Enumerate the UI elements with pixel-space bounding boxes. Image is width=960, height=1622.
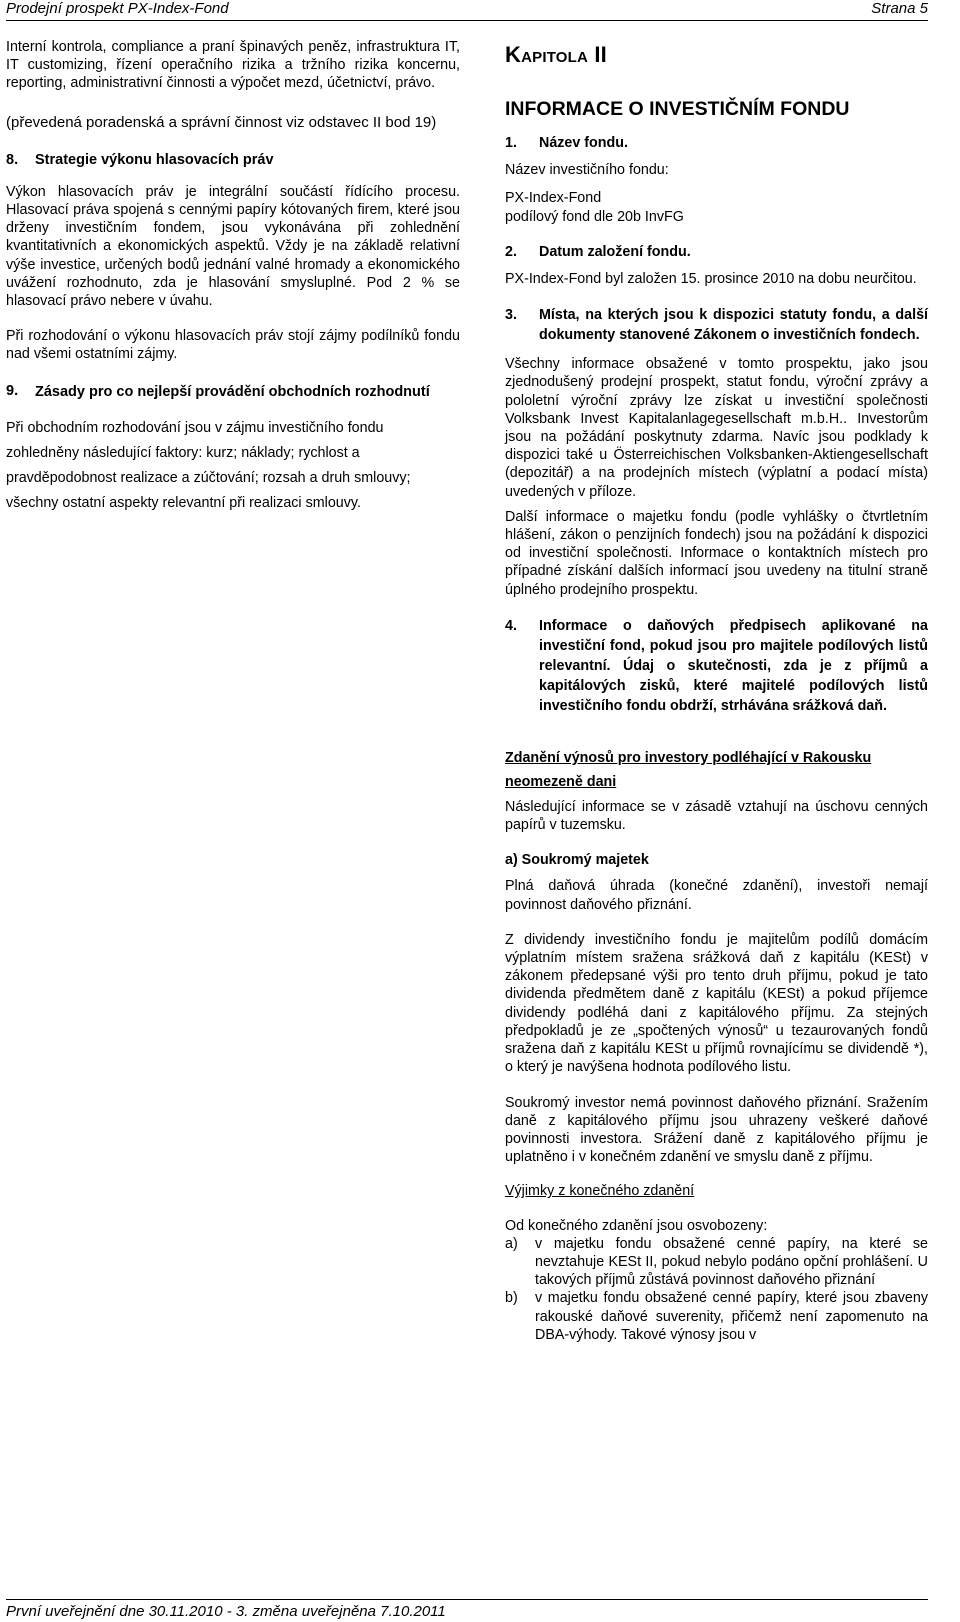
- founding-date-text: PX-Index-Fond byl založen 15. prosince 2010 na dobu neurčitou.: [505, 271, 917, 288]
- document-title: Prodejní prospekt PX-Index-Fond: [6, 0, 229, 17]
- footer-rule: [6, 1599, 928, 1600]
- fund-type: podílový fond dle 20b InvFG: [505, 208, 684, 225]
- exemptions-intro: Od konečného zdanění jsou osvobozeny:: [505, 1217, 768, 1234]
- exemption-item: a) v majetku fondu obsažené cenné papíry, na které se nevztahuje KESt II, pokud nebylo podáno opční prohlášení. U takových příjmů zůstává povinnost daňového přiznání: [505, 1235, 928, 1289]
- page-footer: První uveřejnění dne 30.11.2010 - 3. změna uveřejněna 7.10.2011: [6, 1603, 446, 1620]
- tax-intro: Následující informace se v zásadě vztahují na úschovu cenných papírů v tuzemsku.: [505, 798, 928, 834]
- private-assets-paragraph-2: Z dividendy investičního fondu je majitelům podílů domácím výplatním místem sražena srážková daň z kapitálu (KESt) v zákonem předepsané výši pro tento druh příjmu, pokud je tato dividenda předmětem daně z kapitálu (KESt) a pokud příjemce dividendy podléhá dani z kapitálového příjmu. Za stejných předpokladů je ze „spočtených výnosů“ u tezaurovaných fondů sražena daň z kapitálu KESt u příjmů rovnajícímu se dividendě *), o který je navýšena hodnota podílového listu.: [505, 931, 928, 1076]
- private-assets-heading: a) Soukromý majetek: [505, 852, 649, 869]
- section-9-paragraph: Při obchodním rozhodování jsou v zájmu investičního fondu zohledněny následující faktory: kurz; náklady; rychlost a pravděpodobnost realizace a zúčtování; rozsah a druh smlouvy; všechny ostatní aspekty relevantní při realizaci smlouvy.: [6, 419, 411, 511]
- right-column: [505, 38, 928, 1344]
- exemptions-heading: Výjimky z konečného zdanění: [505, 1183, 695, 1200]
- fund-name: PX-Index-Fond: [505, 190, 602, 207]
- page-number: Strana 5: [871, 0, 928, 17]
- section-3-paragraph-2: Další informace o majetku fondu (podle vyhlášky o čtvrtletním hlášení, zákon o penzijních fondech) jsou na požádání k dispozici od investiční společnosti. Informace o kontaktních místech pro případné získání dalších informací jsou uvedeny na titulní straně úplného prodejního prospektu.: [505, 508, 928, 598]
- fund-name-label: Název investičního fondu:: [505, 162, 669, 179]
- section-4-heading: 4. Informace o daňových předpisech aplikované na investiční fond, pokud jsou pro majitele podílových listů relevantní. Údaj o skutečnosti, zda je z příjmů a kapitálových zisků, které majitelé podílových listů investičního fondu obdrží, strhávána srážková daň.: [505, 617, 928, 714]
- intro-paragraph: Interní kontrola, compliance a praní špinavých peněz, infrastruktura IT, IT customizing, řízení operačního rizika a tržního rizika koncernu, reporting, administrativní činnosti a výpočet mezd, účetnictví, právo.: [6, 39, 460, 92]
- note-paragraph: (převedená poradenská a správní činnost viz odstavec II bod 19): [6, 113, 437, 131]
- section-8-paragraph-2: Při rozhodování o výkonu hlasovacích práv stojí zájmy podílníků fondu nad všemi ostatními zájmy.: [6, 328, 460, 363]
- chapter-title: Kapitola II: [505, 42, 607, 67]
- section-3-heading: 3. Místa, na kterých jsou k dispozici statuty fondu, a další dokumenty stanovené Zákonem o investičních fondech.: [505, 307, 928, 344]
- section-1-heading: 1. Název fondu.: [505, 135, 628, 151]
- page-header: [6, 0, 928, 19]
- section-9-heading: 9. Zásady pro co nejlepší provádění obchodních rozhodnutí: [6, 382, 430, 400]
- private-assets-paragraph-3: Soukromý investor nemá povinnost daňového přiznání. Sražením daně z kapitálového příjmu jsou uhrazeny veškeré daňové povinnosti investora. Srážení daně z kapitálového příjmu je uplatněno i v konečném zdanění ve smyslu daně z příjmu.: [505, 1094, 928, 1166]
- left-column: [6, 38, 460, 516]
- tax-heading: Zdanění výnosů pro investory podléhající v Rakousku neomezeně dani: [505, 749, 872, 790]
- section-8-paragraph-1: Výkon hlasovacích práv je integrální součástí řídícího procesu. Hlasovací práva spojená s cennými papíry kótovaných firem, které jsou drženy investičním fondem, jsou vykonávána při zohlednění kvantitativních a ekonomických aspektů. Vždy je na základě relativní výše investice, určených bodů jednání valné hromady a ekonomického uvážení rozhodnuto, zda je hlasování smysluplné. Pod 2 % se hlasovací právo nebere v úvahu.: [6, 183, 460, 310]
- section-title: INFORMACE O INVESTIČNÍM FONDU: [505, 98, 850, 120]
- exemption-item: b) v majetku fondu obsažené cenné papíry, které jsou zbaveny rakouské daňové suverenity, přičemž není zapomenuto na DBA-výhody. Takové výnosy jsou v: [505, 1290, 928, 1343]
- header-rule: [6, 20, 928, 21]
- section-3-paragraph-1: Všechny informace obsažené v tomto prospektu, jako jsou zjednodušený prodejní prospekt, statut fondu, výroční zprávy a pololetní výroční zprávy lze získat u investiční společnosti Volksbank Invest Kapitalanlagegesellschaft m.b.H.. Investorům jsou na požádání poskytnuty zdarma. Navíc jsou podklady k dispozici také u Österreichischen Volksbanken-Aktiengesellschaft (depozitář) a na prodejních místech (výplatní a podací místa) uvedených v příloze.: [505, 356, 928, 500]
- private-assets-paragraph-1: Plná daňová úhrada (konečné zdanění), investoři nemají povinnost daňového přiznání.: [505, 878, 928, 913]
- section-2-heading: 2. Datum založení fondu.: [505, 243, 691, 260]
- section-8-heading: 8. Strategie výkonu hlasovacích práv: [6, 151, 274, 168]
